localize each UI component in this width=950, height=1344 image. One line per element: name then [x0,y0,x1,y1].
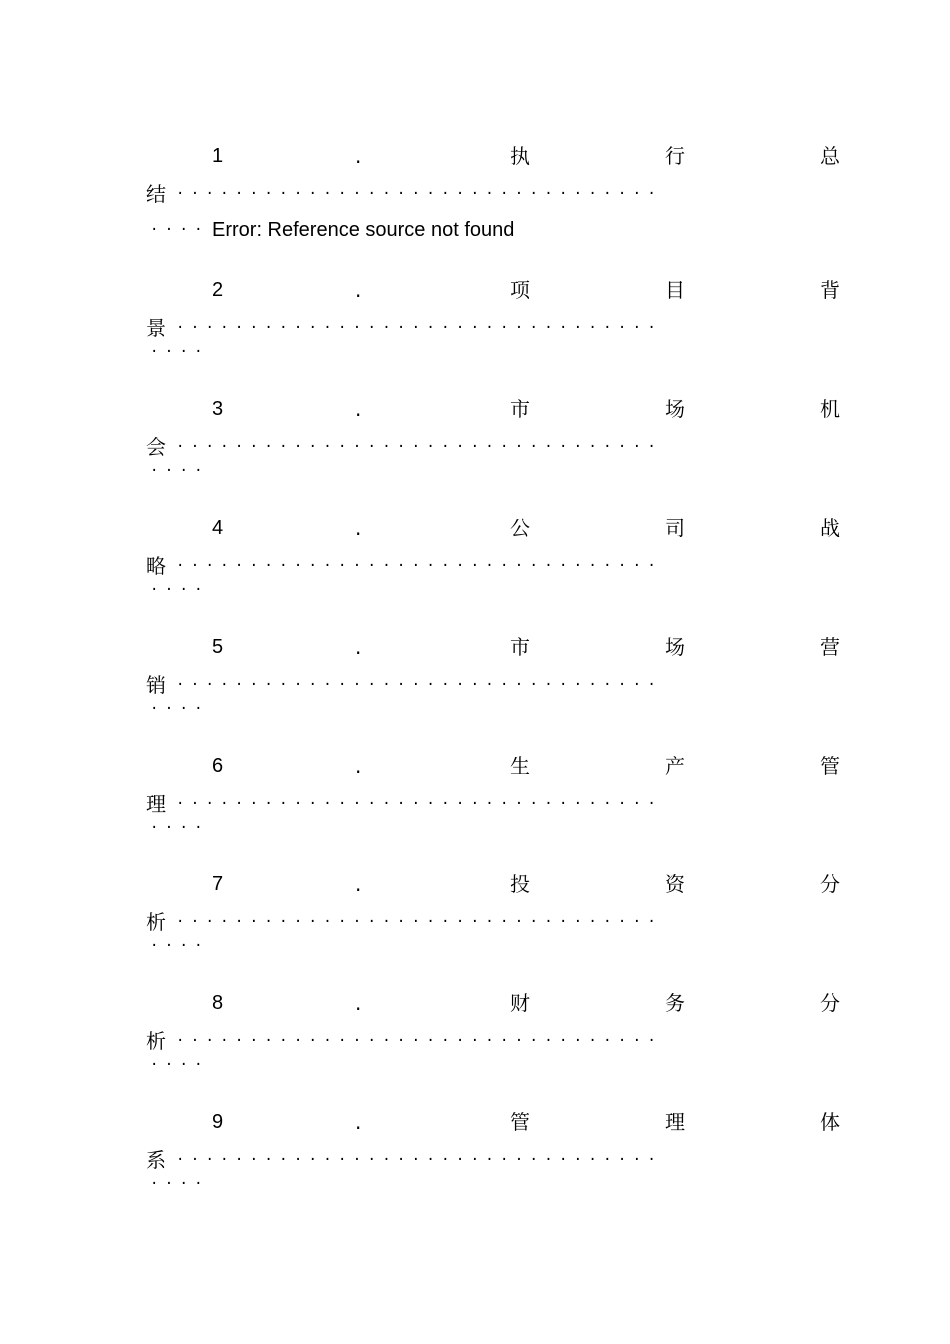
toc-entry-page-row [146,932,842,960]
toc-entry-number: 4 [212,517,224,539]
toc-title-char: 市 [510,397,530,421]
toc-title-char: 产 [665,754,685,778]
toc-title-char: 析 [146,910,166,934]
toc-dot-leader-tail: ···· [150,1176,209,1192]
toc-entry-separator: . [355,516,362,540]
toc-entry-number: 9 [212,1111,224,1133]
toc-entry-leader-row [146,180,842,208]
toc-entry-page-row [146,814,842,842]
toc-title-char: 资 [665,872,685,896]
toc-entry-heading-row [146,989,842,1017]
toc-entry-page-row [146,1170,842,1198]
toc-entry-separator: . [355,872,362,896]
toc-title-char: 项 [510,278,530,302]
toc-title-char: 战 [820,516,840,540]
toc-title-char: 投 [510,872,530,896]
toc-entry-number: 8 [212,992,224,1014]
toc-dot-leader-tail: ···· [150,938,209,954]
toc-title-char: 背 [820,278,840,302]
toc-entry-separator: . [355,754,362,778]
toc-title-char: 体 [820,1110,840,1134]
toc-entry-3[interactable] [146,395,842,487]
toc-entry-heading-row [146,395,842,423]
toc-entry-separator: . [355,397,362,421]
toc-dot-leader-tail: ···· [150,820,209,836]
toc-title-char: 管 [820,754,840,778]
toc-entry-page-row [146,1051,842,1079]
toc-title-char: 营 [820,635,840,659]
toc-entry-7[interactable] [146,870,842,962]
toc-entry-heading-row [146,1108,842,1136]
toc-dot-leader: ································· [176,914,663,930]
reference-error-text: Error: Reference source not found [212,219,515,241]
toc-dot-leader: ································· [176,796,663,812]
toc-dot-leader-tail: ···· [150,1057,209,1073]
toc-dot-leader: ································· [176,1152,663,1168]
toc-entry-2[interactable] [146,276,842,368]
toc-entry-number: 6 [212,755,224,777]
toc-entry-number: 5 [212,636,224,658]
toc-title-char: 分 [820,872,840,896]
toc-title-char: 场 [665,397,685,421]
toc-title-char: 分 [820,991,840,1015]
toc-title-char: 理 [665,1110,685,1134]
toc-entry-separator: . [355,1110,362,1134]
toc-title-char: 会 [146,435,166,459]
toc-dot-leader: ································· [176,439,663,455]
toc-entry-heading-row [146,633,842,661]
toc-title-char: 行 [665,144,685,168]
toc-entry-page-row [146,338,842,366]
toc-title-char: 目 [665,278,685,302]
toc-entry-4[interactable] [146,514,842,606]
toc-dot-leader: ································· [176,558,663,574]
toc-title-char: 市 [510,635,530,659]
toc-title-char: 理 [146,792,166,816]
toc-entry-page-row [146,457,842,485]
toc-title-char: 略 [146,554,166,578]
toc-entry-separator: . [355,991,362,1015]
toc-entry-heading-row [146,870,842,898]
toc-title-char: 务 [665,991,685,1015]
toc-entry-separator: . [355,278,362,302]
toc-entry-number: 2 [212,279,224,301]
toc-dot-leader-tail: ···· [150,582,209,598]
toc-entry-page-row [146,216,842,244]
toc-title-char: 司 [665,516,685,540]
toc-entry-number: 1 [212,145,224,167]
toc-entry-heading-row [146,514,842,542]
toc-entry-6[interactable] [146,752,842,844]
toc-dot-leader-tail: ···· [150,344,209,360]
toc-entry-8[interactable] [146,989,842,1081]
toc-entry-1[interactable] [146,142,842,241]
toc-title-char: 结 [146,182,166,206]
toc-entry-number: 3 [212,398,224,420]
toc-entry-heading-row [146,142,842,170]
toc-title-char: 总 [820,144,840,168]
toc-title-char: 生 [510,754,530,778]
toc-dot-leader: ································· [176,677,663,693]
toc-dot-leader: ································· [176,1033,663,1049]
toc-dot-leader-tail: ···· [150,222,209,238]
toc-dot-leader: ································· [176,186,663,202]
toc-title-char: 销 [146,673,166,697]
toc-entry-separator: . [355,144,362,168]
toc-title-char: 公 [510,516,530,540]
toc-entry-number: 7 [212,873,224,895]
toc-entry-5[interactable] [146,633,842,725]
toc-title-char: 执 [510,144,530,168]
toc-entry-separator: . [355,635,362,659]
toc-dot-leader-tail: ···· [150,463,209,479]
toc-entry-9[interactable] [146,1108,842,1200]
toc-dot-leader: ································· [176,320,663,336]
toc-entry-heading-row [146,752,842,780]
toc-entry-page-row [146,576,842,604]
toc-title-char: 财 [510,991,530,1015]
toc-title-char: 景 [146,316,166,340]
toc-entry-heading-row [146,276,842,304]
toc-title-char: 系 [146,1148,166,1172]
toc-entry-page-row [146,695,842,723]
toc-title-char: 机 [820,397,840,421]
toc-title-char: 管 [510,1110,530,1134]
toc-title-char: 场 [665,635,685,659]
toc-dot-leader-tail: ···· [150,701,209,717]
toc-title-char: 析 [146,1029,166,1053]
